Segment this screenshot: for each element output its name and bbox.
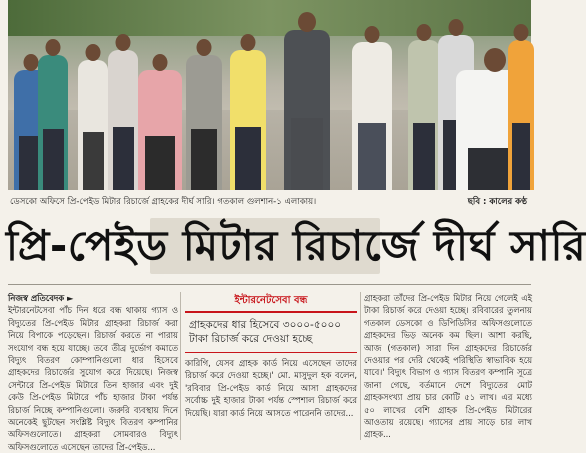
pull-quote-text: গ্রাহকদের ধার হিসেবে ৩০০০-৫০০০ টাকা রিচার্জ করে দেওয়া হচ্ছে — [189, 319, 342, 345]
byline: নিজস্ব প্রতিবেদক ► — [8, 293, 74, 303]
photo-caption: ডেসকো অফিসে প্রি-পেইড মিটার রিচার্জে গ্রাহকের দীর্ঘ সারি। গতকাল গুলশান-১ এলাকায়। — [10, 197, 317, 207]
news-photo — [8, 0, 531, 190]
column-divider — [180, 292, 181, 440]
column-2-text: কারিগি, যেসব গ্রাহক কার্ড নিয়ে এসেছেন তাদের রিচার্জ করে দেওয়া হচ্ছে।' মো. মাসুদুল হক বলেন, 'রবিবার প্রি-পেইড কার্ড নিয়ে আসা গ্রাহকদের সর্বোচ্চ দুই হাজার টাকা পর্যন্ত স্পেশাল রিচার্জ করে দিয়েছি। যারা কার্ড নিয়ে আসতে পারেননি তাদের... — [185, 358, 357, 418]
column-divider — [360, 292, 361, 440]
headline: প্রি-পেইড মিটার রিচার্জে দীর্ঘ সারি — [6, 221, 586, 270]
headline-block — [0, 216, 586, 280]
article-column-3 — [364, 292, 532, 440]
photo-credit: ছবি : কালের কণ্ঠ — [467, 197, 527, 207]
pull-quote-bottom-rule — [185, 352, 357, 353]
article-column-1 — [8, 292, 178, 452]
column-3-text: গ্রাহকরা তাঁদের প্রি-পেইড মিটার নিয়ে গেলেই এই টাকা রিচার্জ করে দেওয়া হচ্ছে। রবিবারের তুলনায় গতকাল ডেসকো ও ডিপিডিসির অফিসগুলোতে গ্রাহকদের ভিড় অনেক কম ছিল। আশা করছি, আজ (গতকাল) সারা দিন গ্রাহকদের রিচার্জের দেওয়ার পর দেরি থেকেই পরিস্থিতি স্বাভাবিক হয়ে যাবে।' বিদ্যুৎ বিভাগ ও গ্যাস বিতরণ কম্পানি সূত্রে জানা গেছে, বর্তমানে দেশে বিদ্যুতের মোট গ্রাহকসংখ্যা প্রায় চার কোটি ৫১ লাখ। এর মধ্যে ৫০ লাখের বেশি গ্রাহক প্রি-পেইড মিটারের আওতায় রয়েছে। গ্যাসের প্রায় সাড়ে চার লাখ গ্রাহক... — [364, 293, 532, 440]
article-column-2 — [185, 292, 357, 440]
column-1-text: ইন্টারনেটসেবা পাঁচ দিন ধরে বন্ধ থাকায় গ্যাস ও বিদ্যুতের প্রি-পেইড মিটার গ্রাহকরা রিচার্জ করা নিয়ে বিপাকে পড়েছেন। রিচার্জ করতে না পারায় সংযোগ বন্ধ হয়ে যাচ্ছে। তবে তীব্র দুর্ভোগ কমাতে বিদ্যুৎ বিতরণ কোম্পানিগুলো ধার হিসেবে গ্রাহকদের রিচার্জের সুযোগ করে দিয়েছে। নিজস্ব সেন্টারে প্রি-পেইড মিটারে তিন হাজার এবং দুই কেউ প্রি-পেইড মিটারে পাঁচ হাজার টাকা পর্যন্ত রিচার্জ নিচ্ছে কম্পানিগুলো। জরুরি ব্যবস্থায় দিনে অনেকেই ছুটছেন সংশ্লিষ্ট বিদ্যুৎ বিতরণ কম্পানির অফিসগুলোতে। গ্রাহকরা সোমবারও বিদ্যুৎ অফিসগুলোতে এসেছেন তাদের প্রি-পেইড... — [8, 305, 178, 452]
pull-quote-heading: ইন্টারনেটসেবা বন্ধ — [234, 295, 308, 306]
photo-caption-bar — [8, 193, 531, 211]
pull-quote-rule — [185, 311, 357, 313]
headline-divider — [8, 284, 531, 285]
